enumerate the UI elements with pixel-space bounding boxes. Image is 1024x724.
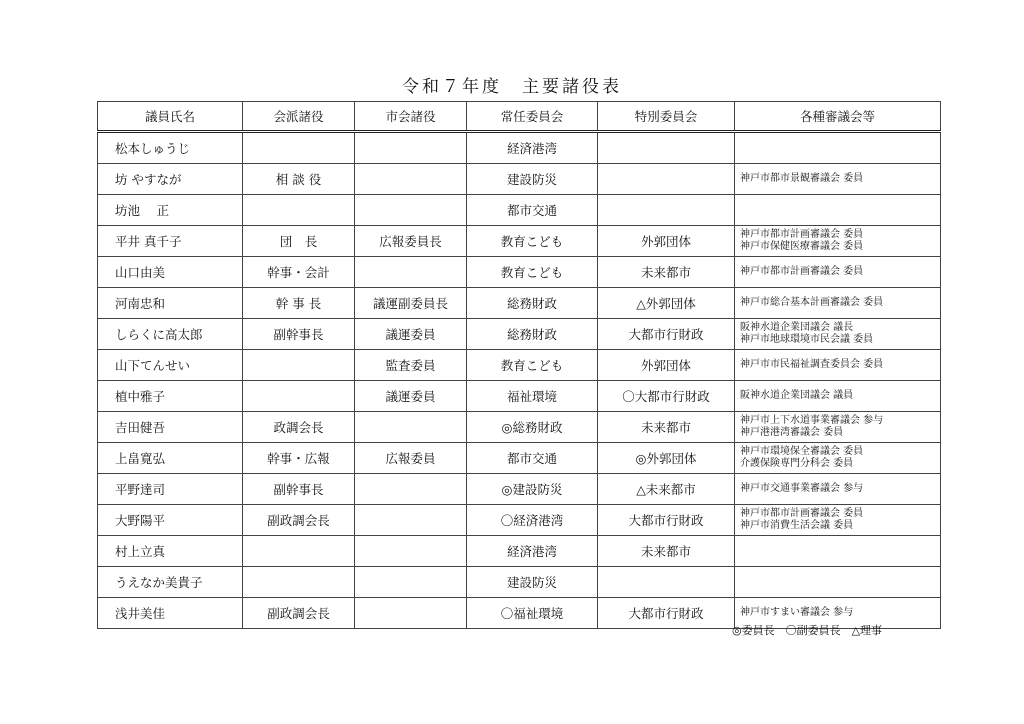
council-entry: 神戸市総合基本計画審議会 委員 [740,297,884,308]
table-row [98,381,941,412]
councils-cell [735,474,941,505]
city-role-cell [355,164,467,195]
table-row [98,350,941,381]
council-entry: 神戸市交通事業審議会 参与 [740,483,864,494]
special-committee-cell [598,195,735,226]
councils-cell [735,195,941,226]
member-name-cell: 坊 やすなが [98,164,243,195]
faction-role-cell [243,567,355,598]
member-name-cell: 大野陽平 [98,505,243,536]
table-body [98,132,941,629]
councils-cell [735,381,941,412]
table-row [98,443,941,474]
city-role-cell [355,257,467,288]
councils-cell [735,132,941,164]
councils-cell [735,164,941,195]
special-committee-cell: 大都市行財政 [598,505,735,536]
council-entry: 神戸市上下水道事業審議会 参与 [740,415,884,426]
member-name-cell: うえなか美貴子 [98,567,243,598]
standing-committee-cell: 〇経済港湾 [467,505,598,536]
special-committee-cell [598,132,735,164]
city-role-cell [355,132,467,164]
special-committee-cell: ◎外郭団体 [598,443,735,474]
header-row [98,102,941,132]
faction-role-cell: 副政調会長 [243,505,355,536]
faction-role-cell: 副政調会長 [243,598,355,629]
table-header [98,102,941,132]
city-role-cell [355,598,467,629]
faction-role-cell [243,536,355,567]
special-committee-cell: 〇大都市行財政 [598,381,735,412]
standing-committee-cell: 建設防災 [467,567,598,598]
council-entry: 神戸市保健医療審議会 委員 [740,241,864,252]
council-entry: 神戸市消費生活会議 委員 [740,520,854,531]
table-row [98,226,941,257]
member-name-cell: 上畠寛弘 [98,443,243,474]
standing-committee-cell: ◎総務財政 [467,412,598,443]
councils-cell [735,226,941,257]
faction-role-cell: 相 談 役 [243,164,355,195]
standing-committee-cell: 教育こども [467,257,598,288]
standing-committee-cell: 都市交通 [467,443,598,474]
table-row [98,474,941,505]
header-councils: 各種審議会等 [735,102,941,132]
table-row [98,195,941,226]
standing-committee-cell: 教育こども [467,226,598,257]
city-role-cell: 広報委員長 [355,226,467,257]
roster-table [97,101,941,629]
councils-cell [735,443,941,474]
faction-role-cell [243,350,355,381]
member-name-cell: 浅井美佳 [98,598,243,629]
table-row [98,132,941,164]
councils-cell [735,567,941,598]
faction-role-cell: 副幹事長 [243,474,355,505]
council-entry: 神戸市すまい審議会 参与 [740,607,854,618]
header-faction-role: 会派諸役 [243,102,355,132]
councils-cell [735,288,941,319]
city-role-cell: 議運委員 [355,381,467,412]
faction-role-cell: 副幹事長 [243,319,355,350]
city-role-cell: 議運委員 [355,319,467,350]
special-committee-cell: 未来都市 [598,536,735,567]
standing-committee-cell: 経済港湾 [467,536,598,567]
faction-role-cell: 幹事・広報 [243,443,355,474]
member-name-cell: 坊池 正 [98,195,243,226]
standing-committee-cell: ◎建設防災 [467,474,598,505]
member-name-cell: 平井 真千子 [98,226,243,257]
standing-committee-cell: 総務財政 [467,288,598,319]
member-name-cell: 吉田健吾 [98,412,243,443]
special-committee-cell: 未来都市 [598,412,735,443]
special-committee-cell: 未来都市 [598,257,735,288]
standing-committee-cell: 〇福祉環境 [467,598,598,629]
special-committee-cell: △外郭団体 [598,288,735,319]
member-name-cell: 植中雅子 [98,381,243,412]
city-role-cell [355,474,467,505]
special-committee-cell: 外郭団体 [598,226,735,257]
header-standing-committee: 常任委員会 [467,102,598,132]
legend: ◎委員長 〇副委員長 △理事 [732,624,883,637]
councils-cell [735,536,941,567]
header-city-role: 市会諸役 [355,102,467,132]
special-committee-cell: 大都市行財政 [598,598,735,629]
council-entry: 神戸港港湾審議会 委員 [740,427,844,438]
special-committee-cell: 外郭団体 [598,350,735,381]
standing-committee-cell: 建設防災 [467,164,598,195]
special-committee-cell: 大都市行財政 [598,319,735,350]
council-entry: 神戸市都市景観審議会 委員 [740,173,864,184]
member-name-cell: しらくに高太郎 [98,319,243,350]
city-role-cell: 議運副委員長 [355,288,467,319]
table-row [98,319,941,350]
city-role-cell [355,536,467,567]
special-committee-cell [598,567,735,598]
councils-cell [735,505,941,536]
city-role-cell: 広報委員 [355,443,467,474]
table-row [98,536,941,567]
faction-role-cell [243,381,355,412]
header-member-name: 議員氏名 [98,102,243,132]
member-name-cell: 河南忠和 [98,288,243,319]
councils-cell [735,350,941,381]
special-committee-cell [598,164,735,195]
council-entry: 神戸市市民福祉調査委員会 委員 [740,359,884,370]
table-row [98,567,941,598]
table-row [98,505,941,536]
faction-role-cell [243,195,355,226]
standing-committee-cell: 福祉環境 [467,381,598,412]
member-name-cell: 平野達司 [98,474,243,505]
faction-role-cell: 幹事・会計 [243,257,355,288]
city-role-cell [355,505,467,536]
council-entry: 阪神水道企業団議会 議長 [740,322,854,333]
council-entry: 神戸市都市計画審議会 委員 [740,266,864,277]
faction-role-cell [243,132,355,164]
city-role-cell: 監査委員 [355,350,467,381]
standing-committee-cell: 経済港湾 [467,132,598,164]
member-name-cell: 村上立真 [98,536,243,567]
council-entry: 神戸市都市計画審議会 委員 [740,508,864,519]
council-entry: 阪神水道企業団議会 議員 [740,390,854,401]
member-name-cell: 松本しゅうじ [98,132,243,164]
faction-role-cell: 幹 事 長 [243,288,355,319]
council-entry: 神戸市環境保全審議会 委員 [740,446,864,457]
councils-cell [735,257,941,288]
city-role-cell [355,567,467,598]
table-row [98,288,941,319]
standing-committee-cell: 総務財政 [467,319,598,350]
faction-role-cell: 団 長 [243,226,355,257]
city-role-cell [355,195,467,226]
faction-role-cell: 政調会長 [243,412,355,443]
special-committee-cell: △未来都市 [598,474,735,505]
city-role-cell [355,412,467,443]
councils-cell [735,319,941,350]
table-row [98,412,941,443]
table-row [98,257,941,288]
standing-committee-cell: 教育こども [467,350,598,381]
page-title: 令和７年度 主要諸役表 [402,77,622,97]
council-entry: 介護保険専門分科会 委員 [740,458,854,469]
member-name-cell: 山口由美 [98,257,243,288]
header-special-committee: 特別委員会 [598,102,735,132]
council-entry: 神戸市都市計画審議会 委員 [740,229,864,240]
table-row [98,164,941,195]
council-entry: 神戸市地球環境市民会議 委員 [740,334,874,345]
standing-committee-cell: 都市交通 [467,195,598,226]
member-name-cell: 山下てんせい [98,350,243,381]
councils-cell [735,412,941,443]
